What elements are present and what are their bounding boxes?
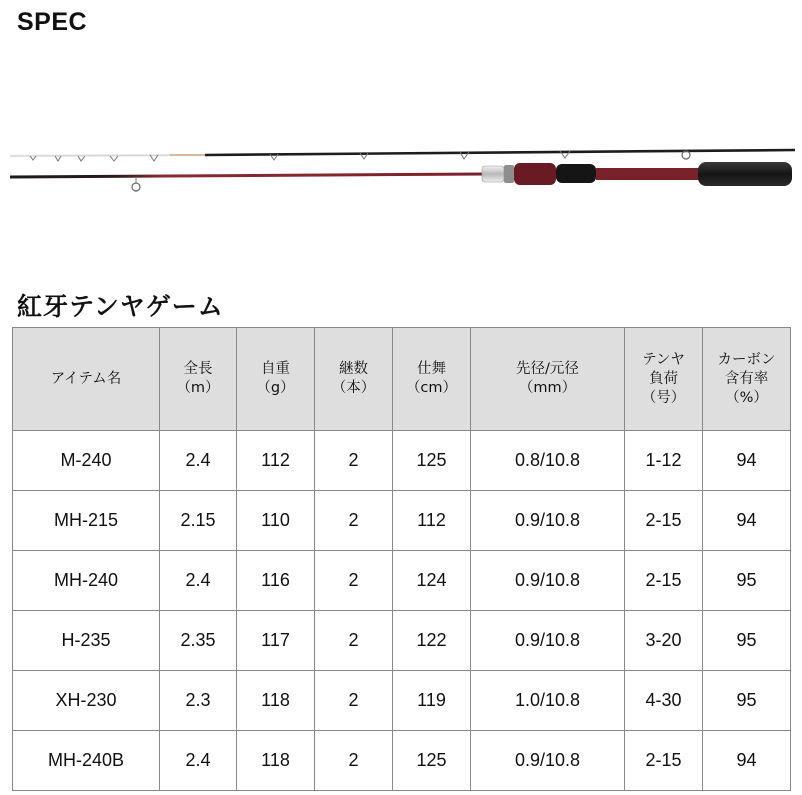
cell-weight: 116 — [237, 551, 315, 611]
cell-length: 2.3 — [160, 671, 237, 731]
cell-tenya-load: 1-12 — [625, 431, 703, 491]
cell-length: 2.4 — [160, 731, 237, 791]
cell-weight: 110 — [237, 491, 315, 551]
cell-carbon-content: 94 — [703, 431, 791, 491]
header-closed-length: 仕舞 （cm） — [393, 328, 471, 431]
table-header-row — [13, 328, 791, 431]
cell-closed-length: 125 — [393, 431, 471, 491]
cell-carbon-content: 95 — [703, 671, 791, 731]
header-pieces: 継数 （本） — [315, 328, 393, 431]
cell-closed-length: 112 — [393, 491, 471, 551]
cell-item-name: XH-230 — [13, 671, 160, 731]
cell-carbon-content: 94 — [703, 491, 791, 551]
cell-closed-length: 124 — [393, 551, 471, 611]
cell-diameter: 0.9/10.8 — [471, 731, 625, 791]
header-item-name: アイテム名 — [13, 328, 160, 431]
cell-weight: 117 — [237, 611, 315, 671]
table-row — [13, 671, 791, 731]
cell-diameter: 0.9/10.8 — [471, 551, 625, 611]
cell-diameter: 0.9/10.8 — [471, 491, 625, 551]
cell-length: 2.15 — [160, 491, 237, 551]
cell-tenya-load: 3-20 — [625, 611, 703, 671]
table-row — [13, 611, 791, 671]
cell-diameter: 0.9/10.8 — [471, 611, 625, 671]
cell-pieces: 2 — [315, 731, 393, 791]
header-diameter: 先径/元径 （mm） — [471, 328, 625, 431]
cell-closed-length: 119 — [393, 671, 471, 731]
cell-pieces: 2 — [315, 551, 393, 611]
cell-pieces: 2 — [315, 671, 393, 731]
table-row — [13, 431, 791, 491]
cell-item-name: MH-240B — [13, 731, 160, 791]
cell-closed-length: 122 — [393, 611, 471, 671]
cell-tenya-load: 2-15 — [625, 731, 703, 791]
cell-closed-length: 125 — [393, 731, 471, 791]
cell-weight: 118 — [237, 731, 315, 791]
cell-length: 2.35 — [160, 611, 237, 671]
cell-carbon-content: 95 — [703, 611, 791, 671]
cell-carbon-content: 94 — [703, 731, 791, 791]
cell-diameter: 1.0/10.8 — [471, 671, 625, 731]
cell-weight: 112 — [237, 431, 315, 491]
table-row — [13, 731, 791, 791]
header-weight: 自重 （g） — [237, 328, 315, 431]
cell-item-name: H-235 — [13, 611, 160, 671]
cell-tenya-load: 2-15 — [625, 491, 703, 551]
table-row — [13, 551, 791, 611]
header-tenya-load: テンヤ 負荷 （号） — [625, 328, 703, 431]
cell-weight: 118 — [237, 671, 315, 731]
cell-item-name: MH-215 — [13, 491, 160, 551]
header-carbon-content: カーボン 含有率 （%） — [703, 328, 791, 431]
cell-pieces: 2 — [315, 611, 393, 671]
table-row — [13, 491, 791, 551]
rod-butt-section — [10, 162, 792, 191]
cell-tenya-load: 4-30 — [625, 671, 703, 731]
spec-table — [12, 327, 791, 791]
spec-heading: SPEC — [17, 8, 88, 36]
header-length: 全長 （m） — [160, 328, 237, 431]
cell-diameter: 0.8/10.8 — [471, 431, 625, 491]
cell-length: 2.4 — [160, 551, 237, 611]
cell-item-name: M-240 — [13, 431, 160, 491]
cell-tenya-load: 2-15 — [625, 551, 703, 611]
rod-tip-section — [10, 150, 795, 161]
fishing-rod-image — [0, 130, 802, 210]
cell-item-name: MH-240 — [13, 551, 160, 611]
cell-length: 2.4 — [160, 431, 237, 491]
cell-pieces: 2 — [315, 491, 393, 551]
cell-pieces: 2 — [315, 431, 393, 491]
cell-carbon-content: 95 — [703, 551, 791, 611]
section-title: 紅牙テンヤゲーム — [17, 292, 224, 321]
